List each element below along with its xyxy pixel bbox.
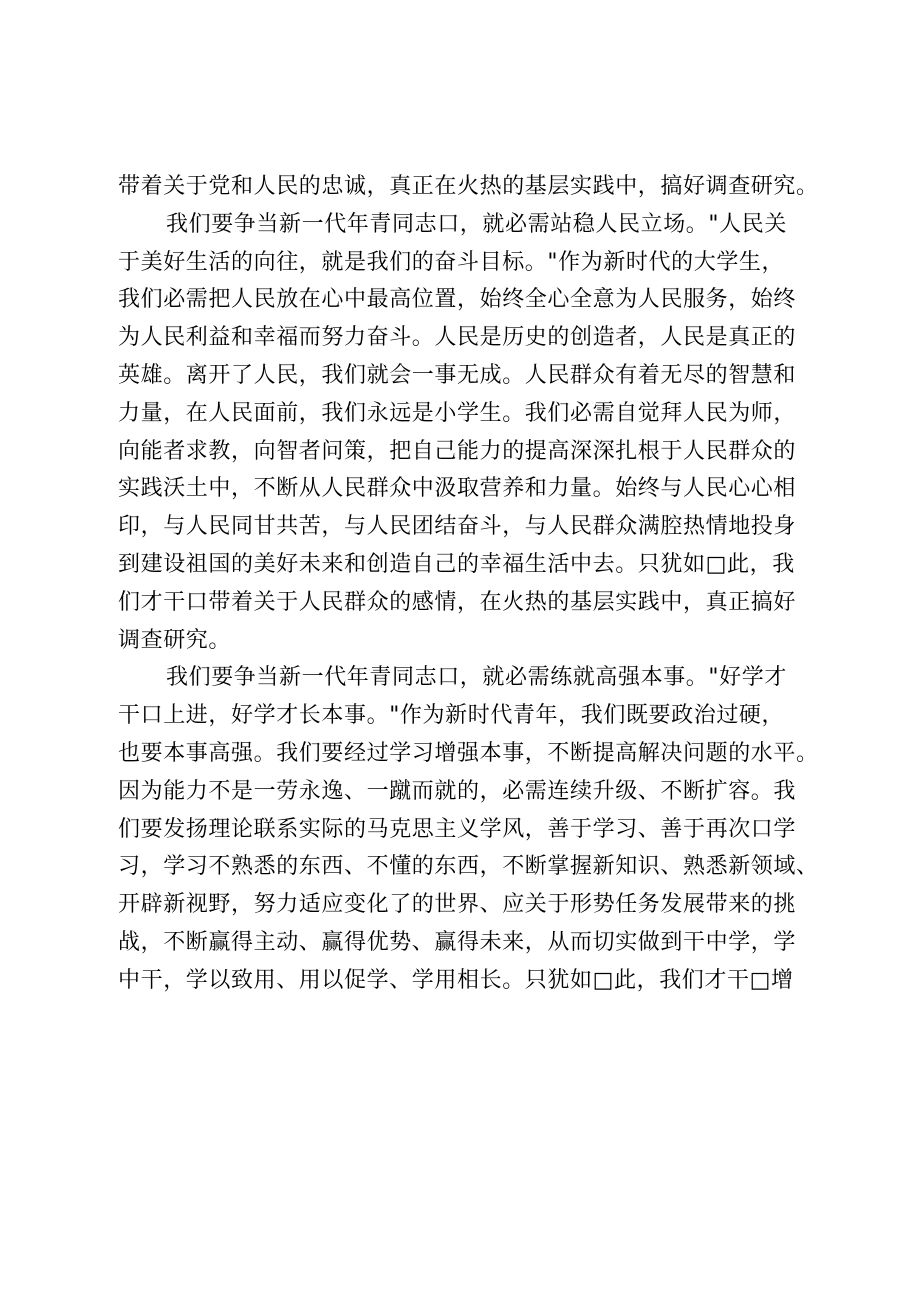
- text-line: 实践沃土中，不断从人民群众中汲取营养和力量。始终与人民心心相: [118, 476, 797, 502]
- text-line: 带着关于党和人民的忠诚，真正在火热的基层实践中，搞好调查研究。: [118, 174, 819, 199]
- document-body: [118, 168, 818, 1000]
- text-line: 于美好生活的向往，就是我们的奋斗目标。"作为新时代的大学生，: [118, 249, 785, 275]
- text-line: 们才干口带着关于人民群众的感情，在火热的基层实践中，真正搞好: [118, 589, 797, 615]
- text-line: 也要本事高强。我们要经过学习增强本事，不断提高解决问题的水平。: [118, 740, 819, 766]
- text-line: 中干，学以致用、用以促学、学用相长。只犹如□此，我们才干□增: [118, 967, 794, 993]
- text-line: 英雄。离开了人民，我们就会一事无成。人民群众有着无尽的智慧和: [118, 362, 797, 388]
- text-line: 战，不断赢得主动、赢得优势、赢得未来，从而切实做到干中学，学: [118, 929, 797, 955]
- text-line: 我们必需把人民放在心中最高位置，始终全心全意为人民服务，始终: [118, 287, 797, 313]
- text-line: 印，与人民同甘共苦，与人民团结奋斗，与人民群众满腔热情地投身: [118, 514, 797, 540]
- text-line: 开辟新视野，努力适应变化了的世界、应关于形势任务发展带来的挑: [118, 892, 797, 918]
- text-line: 力量，在人民面前，我们永远是小学生。我们必需自觉拜人民为师，: [118, 400, 797, 426]
- paragraph-start-line: 我们要争当新一代年青同志口，就必需练就高强本事。"好学才: [166, 665, 787, 691]
- text-line: 为人民利益和幸福而努力奋斗。人民是历史的创造者，人民是真正的: [118, 325, 797, 351]
- text-line: 到建设祖国的美好未来和创造自己的幸福生活中去。只犹如□此，我: [118, 551, 795, 577]
- text-line: 向能者求教，向智者问策，把自己能力的提高深深扎根于人民群众的: [118, 438, 797, 464]
- paragraph-start-line: 我们要争当新一代年青同志口，就必需站稳人民立场。"人民关: [166, 211, 787, 237]
- text-line: 习，学习不熟悉的东西、不懂的东西，不断掌握新知识、熟悉新领域、: [118, 854, 819, 880]
- text-line: 干口上进，好学才长本事。"作为新时代青年，我们既要政治过硬，: [118, 703, 785, 729]
- text-line: 因为能力不是一劳永逸、一蹴而就的，必需连续升级、不断扩容。我: [118, 778, 797, 804]
- text-line: 们要发扬理论联系实际的马克思主义学风，善于学习、善于再次口学: [118, 816, 797, 842]
- text-line: 调查研究。: [118, 627, 232, 653]
